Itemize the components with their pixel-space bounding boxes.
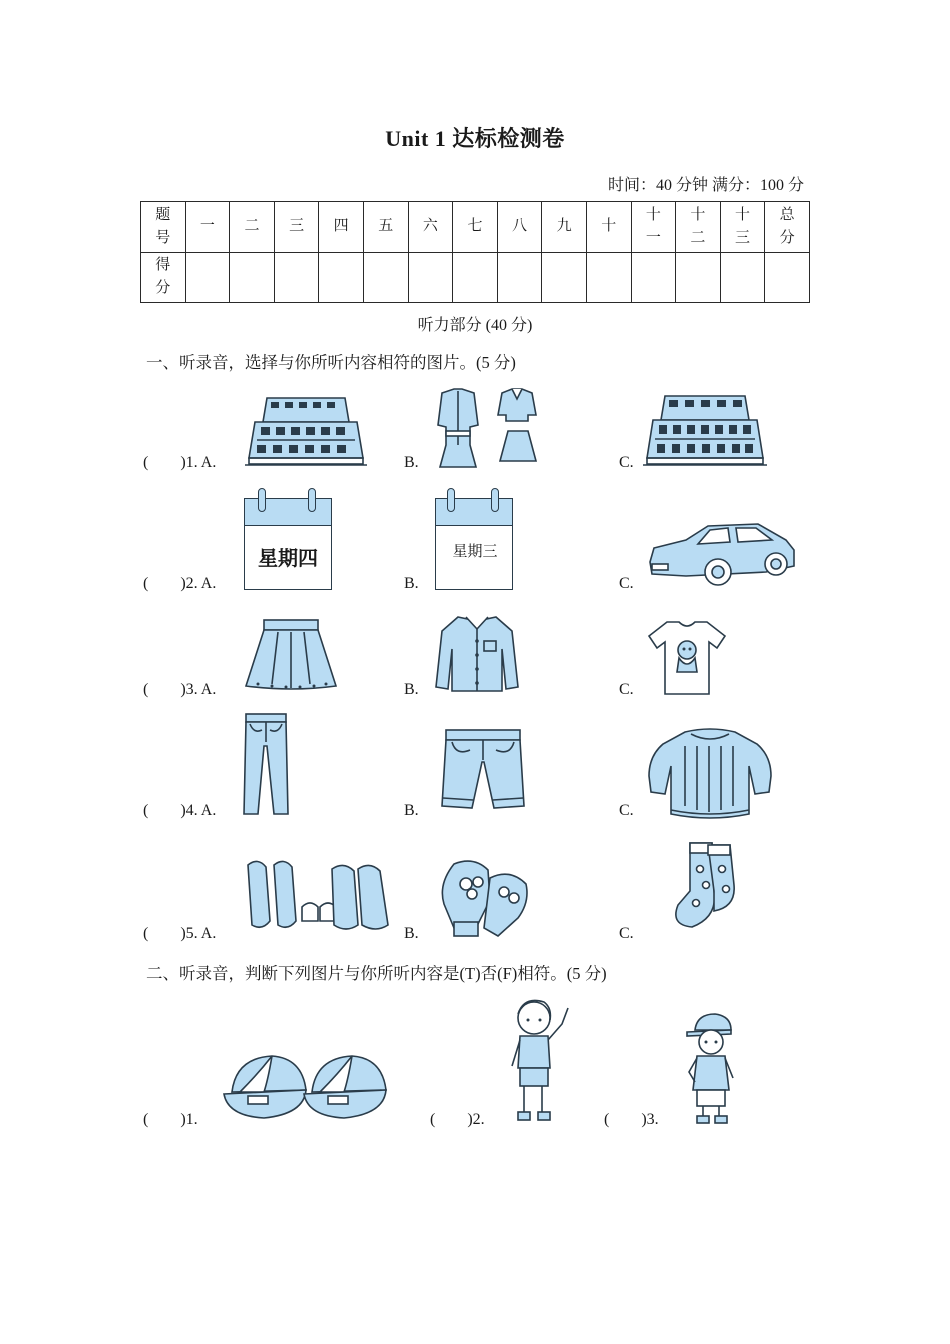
header-cell: 十一	[631, 202, 676, 253]
score-cell[interactable]	[631, 252, 676, 303]
jeans-image[interactable]	[242, 712, 290, 818]
q4-option-b-label: B.	[404, 802, 419, 819]
q1-option-c-label: C.	[619, 454, 634, 471]
header-cell: 十	[586, 202, 631, 253]
t-shirt-image[interactable]	[647, 618, 727, 698]
q5-option-b-label: B.	[404, 925, 419, 942]
score-table	[140, 201, 810, 303]
part2-item-1-label: ( )1.	[143, 1111, 198, 1128]
score-row	[141, 252, 810, 303]
part1-heading: 一、听录音，选择与你所听内容相符的图片。(5 分)	[146, 353, 516, 372]
score-cell[interactable]	[274, 252, 319, 303]
score-cell[interactable]	[586, 252, 631, 303]
gloves-image[interactable]	[434, 856, 532, 942]
header-cell: 题号	[141, 202, 186, 253]
q1-label: ( )1. A.	[143, 454, 217, 471]
calendar-day-text: 星期四	[258, 546, 318, 570]
shirt-image[interactable]	[432, 613, 522, 693]
clothes-image[interactable]	[432, 385, 552, 471]
header-cell: 六	[408, 202, 453, 253]
q2-option-c-label: C.	[619, 575, 634, 592]
score-cell[interactable]	[676, 252, 721, 303]
socks-image[interactable]	[656, 839, 740, 931]
page-title: Unit 1 达标检测卷	[385, 126, 565, 151]
score-cell[interactable]	[453, 252, 498, 303]
q5-option-c-label: C.	[619, 925, 634, 942]
q2-label: ( )2. A.	[143, 575, 217, 592]
q2-option-b-label: B.	[404, 575, 419, 592]
score-label-cell: 得分	[141, 252, 186, 303]
part2-item-3-label: ( )3.	[604, 1111, 659, 1128]
q3-label: ( )3. A.	[143, 681, 217, 698]
calendar-wednesday-image[interactable]	[435, 488, 515, 590]
score-cell[interactable]	[230, 252, 275, 303]
score-cell[interactable]	[363, 252, 408, 303]
q1-option-b-label: B.	[404, 454, 419, 471]
part2-heading: 二、听录音，判断下列图片与你所听内容是(T)否(F)相符。(5 分)	[146, 964, 607, 983]
q4-option-c-label: C.	[619, 802, 634, 819]
q5-label: ( )5. A.	[143, 925, 217, 942]
sweater-image[interactable]	[645, 726, 775, 822]
header-cell: 三	[274, 202, 319, 253]
q3-option-c-label: C.	[619, 681, 634, 698]
score-cell[interactable]	[765, 252, 810, 303]
shoes-image[interactable]	[244, 855, 392, 935]
score-cell[interactable]	[319, 252, 364, 303]
score-cell[interactable]	[542, 252, 587, 303]
boy-with-cap-image[interactable]	[683, 1012, 743, 1126]
q3-option-b-label: B.	[404, 681, 419, 698]
shoe-shelf-image[interactable]	[245, 392, 367, 468]
header-cell: 四	[319, 202, 364, 253]
header-cell: 总分	[765, 202, 810, 253]
header-cell: 二	[230, 202, 275, 253]
header-cell: 五	[363, 202, 408, 253]
time-and-score-info: 时间：40 分钟 满分：100 分	[607, 177, 804, 194]
header-cell: 一	[185, 202, 230, 253]
header-cell: 八	[497, 202, 542, 253]
header-cell: 九	[542, 202, 587, 253]
car-image[interactable]	[646, 520, 798, 590]
score-cell[interactable]	[497, 252, 542, 303]
part2-item-2-label: ( )2.	[430, 1111, 485, 1128]
question-number-row	[141, 202, 810, 253]
caps-image[interactable]	[218, 1052, 388, 1128]
q4-label: ( )4. A.	[143, 802, 217, 819]
shoe-shelf-image[interactable]	[643, 390, 767, 470]
header-cell: 七	[453, 202, 498, 253]
header-cell: 十三	[720, 202, 765, 253]
score-cell[interactable]	[408, 252, 453, 303]
header-cell: 十二	[676, 202, 721, 253]
score-cell[interactable]	[185, 252, 230, 303]
skirt-image[interactable]	[244, 618, 338, 694]
girl-waving-image[interactable]	[504, 996, 576, 1126]
listening-section-title: 听力部分 (40 分)	[417, 317, 533, 334]
shorts-image[interactable]	[440, 728, 526, 812]
score-cell[interactable]	[720, 252, 765, 303]
calendar-day-text: 星期三	[452, 542, 498, 560]
calendar-thursday-image[interactable]	[244, 488, 332, 590]
